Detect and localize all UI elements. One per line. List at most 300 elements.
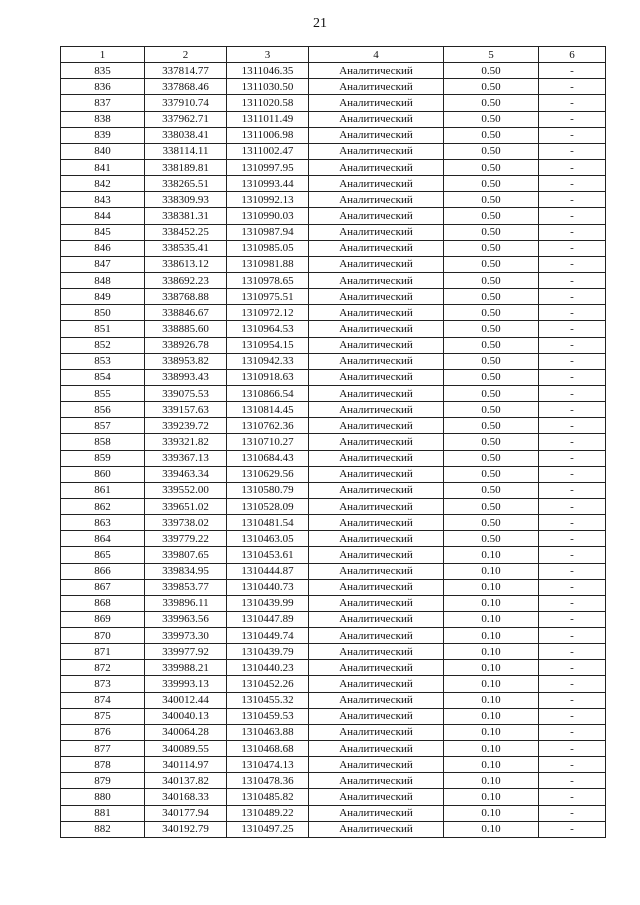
- method-cell: Аналитический: [309, 385, 444, 401]
- table-row: [61, 708, 606, 724]
- x-coordinate-cell: 339075.53: [145, 385, 227, 401]
- note-cell: -: [539, 789, 606, 805]
- x-coordinate-cell: 337814.77: [145, 63, 227, 79]
- point-number-cell: 879: [61, 773, 145, 789]
- method-cell: Аналитический: [309, 289, 444, 305]
- x-coordinate-cell: 339853.77: [145, 579, 227, 595]
- point-number-cell: 855: [61, 385, 145, 401]
- y-coordinate-cell: 1310452.26: [227, 676, 309, 692]
- point-number-cell: 852: [61, 337, 145, 353]
- note-cell: -: [539, 531, 606, 547]
- note-cell: -: [539, 305, 606, 321]
- table-row: [61, 159, 606, 175]
- accuracy-cell: 0.10: [444, 579, 539, 595]
- accuracy-cell: 0.50: [444, 63, 539, 79]
- table-row: [61, 385, 606, 401]
- point-number-cell: 837: [61, 95, 145, 111]
- y-coordinate-cell: 1310762.36: [227, 418, 309, 434]
- point-number-cell: 848: [61, 272, 145, 288]
- method-cell: Аналитический: [309, 353, 444, 369]
- x-coordinate-cell: 338768.88: [145, 289, 227, 305]
- method-cell: Аналитический: [309, 676, 444, 692]
- x-coordinate-cell: 338452.25: [145, 224, 227, 240]
- table-body: [61, 63, 606, 838]
- method-cell: Аналитический: [309, 773, 444, 789]
- method-cell: Аналитический: [309, 757, 444, 773]
- accuracy-cell: 0.50: [444, 402, 539, 418]
- y-coordinate-cell: 1311011.49: [227, 111, 309, 127]
- method-cell: Аналитический: [309, 321, 444, 337]
- note-cell: -: [539, 289, 606, 305]
- method-cell: Аналитический: [309, 256, 444, 272]
- x-coordinate-cell: 339973.30: [145, 628, 227, 644]
- column-header: 6: [539, 47, 606, 63]
- method-cell: Аналитический: [309, 692, 444, 708]
- method-cell: Аналитический: [309, 579, 444, 595]
- note-cell: -: [539, 402, 606, 418]
- method-cell: Аналитический: [309, 547, 444, 563]
- y-coordinate-cell: 1310985.05: [227, 240, 309, 256]
- table-row: [61, 289, 606, 305]
- accuracy-cell: 0.10: [444, 676, 539, 692]
- x-coordinate-cell: 340064.28: [145, 724, 227, 740]
- note-cell: -: [539, 63, 606, 79]
- table-row: [61, 353, 606, 369]
- accuracy-cell: 0.10: [444, 789, 539, 805]
- y-coordinate-cell: 1310449.74: [227, 628, 309, 644]
- accuracy-cell: 0.10: [444, 547, 539, 563]
- table-row: [61, 240, 606, 256]
- note-cell: -: [539, 611, 606, 627]
- note-cell: -: [539, 563, 606, 579]
- note-cell: -: [539, 660, 606, 676]
- y-coordinate-cell: 1310814.45: [227, 402, 309, 418]
- point-number-cell: 878: [61, 757, 145, 773]
- accuracy-cell: 0.50: [444, 159, 539, 175]
- x-coordinate-cell: 339779.22: [145, 531, 227, 547]
- note-cell: -: [539, 95, 606, 111]
- note-cell: -: [539, 450, 606, 466]
- y-coordinate-cell: 1310439.99: [227, 595, 309, 611]
- note-cell: -: [539, 724, 606, 740]
- note-cell: -: [539, 224, 606, 240]
- method-cell: Аналитический: [309, 531, 444, 547]
- x-coordinate-cell: 339988.21: [145, 660, 227, 676]
- point-number-cell: 869: [61, 611, 145, 627]
- x-coordinate-cell: 340012.44: [145, 692, 227, 708]
- x-coordinate-cell: 339834.95: [145, 563, 227, 579]
- point-number-cell: 867: [61, 579, 145, 595]
- accuracy-cell: 0.50: [444, 111, 539, 127]
- x-coordinate-cell: 338953.82: [145, 353, 227, 369]
- accuracy-cell: 0.10: [444, 660, 539, 676]
- note-cell: -: [539, 708, 606, 724]
- table-row: [61, 660, 606, 676]
- accuracy-cell: 0.50: [444, 321, 539, 337]
- x-coordinate-cell: 338309.93: [145, 192, 227, 208]
- y-coordinate-cell: 1310981.88: [227, 256, 309, 272]
- method-cell: Аналитический: [309, 644, 444, 660]
- point-number-cell: 863: [61, 515, 145, 531]
- table-row: [61, 176, 606, 192]
- point-number-cell: 851: [61, 321, 145, 337]
- method-cell: Аналитический: [309, 305, 444, 321]
- note-cell: -: [539, 192, 606, 208]
- table-row: [61, 111, 606, 127]
- method-cell: Аналитический: [309, 789, 444, 805]
- table-row: [61, 611, 606, 627]
- x-coordinate-cell: 337868.46: [145, 79, 227, 95]
- point-number-cell: 880: [61, 789, 145, 805]
- y-coordinate-cell: 1311030.50: [227, 79, 309, 95]
- x-coordinate-cell: 339977.92: [145, 644, 227, 660]
- y-coordinate-cell: 1310954.15: [227, 337, 309, 353]
- note-cell: -: [539, 466, 606, 482]
- point-number-cell: 842: [61, 176, 145, 192]
- x-coordinate-cell: 338885.60: [145, 321, 227, 337]
- accuracy-cell: 0.10: [444, 724, 539, 740]
- point-number-cell: 857: [61, 418, 145, 434]
- point-number-cell: 877: [61, 741, 145, 757]
- note-cell: -: [539, 821, 606, 837]
- accuracy-cell: 0.10: [444, 773, 539, 789]
- method-cell: Аналитический: [309, 63, 444, 79]
- y-coordinate-cell: 1310629.56: [227, 466, 309, 482]
- x-coordinate-cell: 339738.02: [145, 515, 227, 531]
- table-row: [61, 676, 606, 692]
- y-coordinate-cell: 1310481.54: [227, 515, 309, 531]
- point-number-cell: 853: [61, 353, 145, 369]
- table-row: [61, 692, 606, 708]
- y-coordinate-cell: 1310474.13: [227, 757, 309, 773]
- method-cell: Аналитический: [309, 611, 444, 627]
- point-number-cell: 850: [61, 305, 145, 321]
- y-coordinate-cell: 1310444.87: [227, 563, 309, 579]
- y-coordinate-cell: 1310489.22: [227, 805, 309, 821]
- column-header: 2: [145, 47, 227, 63]
- x-coordinate-cell: 340137.82: [145, 773, 227, 789]
- y-coordinate-cell: 1310964.53: [227, 321, 309, 337]
- table-row: [61, 821, 606, 837]
- note-cell: -: [539, 385, 606, 401]
- accuracy-cell: 0.50: [444, 240, 539, 256]
- method-cell: Аналитический: [309, 95, 444, 111]
- method-cell: Аналитический: [309, 143, 444, 159]
- table-row: [61, 418, 606, 434]
- method-cell: Аналитический: [309, 821, 444, 837]
- table-row: [61, 79, 606, 95]
- table-row: [61, 563, 606, 579]
- accuracy-cell: 0.50: [444, 353, 539, 369]
- note-cell: -: [539, 240, 606, 256]
- note-cell: -: [539, 337, 606, 353]
- note-cell: -: [539, 595, 606, 611]
- y-coordinate-cell: 1310468.68: [227, 741, 309, 757]
- note-cell: -: [539, 805, 606, 821]
- accuracy-cell: 0.50: [444, 515, 539, 531]
- point-number-cell: 872: [61, 660, 145, 676]
- method-cell: Аналитический: [309, 272, 444, 288]
- table-row: [61, 127, 606, 143]
- table-row: [61, 628, 606, 644]
- accuracy-cell: 0.50: [444, 289, 539, 305]
- accuracy-cell: 0.10: [444, 692, 539, 708]
- method-cell: Аналитический: [309, 628, 444, 644]
- note-cell: -: [539, 321, 606, 337]
- point-number-cell: 881: [61, 805, 145, 821]
- table-row: [61, 531, 606, 547]
- accuracy-cell: 0.50: [444, 385, 539, 401]
- method-cell: Аналитический: [309, 595, 444, 611]
- table-row: [61, 579, 606, 595]
- x-coordinate-cell: 340040.13: [145, 708, 227, 724]
- accuracy-cell: 0.50: [444, 79, 539, 95]
- accuracy-cell: 0.10: [444, 821, 539, 837]
- x-coordinate-cell: 338265.51: [145, 176, 227, 192]
- table-row: [61, 450, 606, 466]
- accuracy-cell: 0.50: [444, 482, 539, 498]
- accuracy-cell: 0.50: [444, 224, 539, 240]
- accuracy-cell: 0.50: [444, 127, 539, 143]
- note-cell: -: [539, 547, 606, 563]
- point-number-cell: 882: [61, 821, 145, 837]
- accuracy-cell: 0.50: [444, 143, 539, 159]
- y-coordinate-cell: 1310453.61: [227, 547, 309, 563]
- x-coordinate-cell: 338381.31: [145, 208, 227, 224]
- method-cell: Аналитический: [309, 498, 444, 514]
- y-coordinate-cell: 1310710.27: [227, 434, 309, 450]
- table-row: [61, 256, 606, 272]
- point-number-cell: 840: [61, 143, 145, 159]
- accuracy-cell: 0.10: [444, 805, 539, 821]
- x-coordinate-cell: 340089.55: [145, 741, 227, 757]
- y-coordinate-cell: 1310440.73: [227, 579, 309, 595]
- note-cell: -: [539, 482, 606, 498]
- y-coordinate-cell: 1310972.12: [227, 305, 309, 321]
- x-coordinate-cell: 339896.11: [145, 595, 227, 611]
- column-header: 1: [61, 47, 145, 63]
- accuracy-cell: 0.50: [444, 176, 539, 192]
- point-number-cell: 847: [61, 256, 145, 272]
- point-number-cell: 839: [61, 127, 145, 143]
- x-coordinate-cell: 339239.72: [145, 418, 227, 434]
- method-cell: Аналитический: [309, 563, 444, 579]
- method-cell: Аналитический: [309, 450, 444, 466]
- x-coordinate-cell: 338993.43: [145, 369, 227, 385]
- table-row: [61, 224, 606, 240]
- note-cell: -: [539, 369, 606, 385]
- y-coordinate-cell: 1310975.51: [227, 289, 309, 305]
- method-cell: Аналитический: [309, 192, 444, 208]
- accuracy-cell: 0.50: [444, 305, 539, 321]
- point-number-cell: 835: [61, 63, 145, 79]
- table-row: [61, 757, 606, 773]
- point-number-cell: 841: [61, 159, 145, 175]
- note-cell: -: [539, 272, 606, 288]
- table-row: [61, 789, 606, 805]
- point-number-cell: 866: [61, 563, 145, 579]
- point-number-cell: 838: [61, 111, 145, 127]
- accuracy-cell: 0.10: [444, 644, 539, 660]
- table-row: [61, 434, 606, 450]
- x-coordinate-cell: 337910.74: [145, 95, 227, 111]
- x-coordinate-cell: 338189.81: [145, 159, 227, 175]
- x-coordinate-cell: 338613.12: [145, 256, 227, 272]
- point-number-cell: 845: [61, 224, 145, 240]
- method-cell: Аналитический: [309, 79, 444, 95]
- point-number-cell: 861: [61, 482, 145, 498]
- point-number-cell: 873: [61, 676, 145, 692]
- table-row: [61, 482, 606, 498]
- note-cell: -: [539, 208, 606, 224]
- method-cell: Аналитический: [309, 402, 444, 418]
- note-cell: -: [539, 111, 606, 127]
- y-coordinate-cell: 1310978.65: [227, 272, 309, 288]
- note-cell: -: [539, 159, 606, 175]
- table-row: [61, 773, 606, 789]
- column-header: 4: [309, 47, 444, 63]
- y-coordinate-cell: 1310447.89: [227, 611, 309, 627]
- point-number-cell: 874: [61, 692, 145, 708]
- method-cell: Аналитический: [309, 418, 444, 434]
- y-coordinate-cell: 1310497.25: [227, 821, 309, 837]
- y-coordinate-cell: 1310987.94: [227, 224, 309, 240]
- accuracy-cell: 0.50: [444, 498, 539, 514]
- x-coordinate-cell: 339367.13: [145, 450, 227, 466]
- x-coordinate-cell: 337962.71: [145, 111, 227, 127]
- y-coordinate-cell: 1310485.82: [227, 789, 309, 805]
- point-number-cell: 875: [61, 708, 145, 724]
- y-coordinate-cell: 1310463.88: [227, 724, 309, 740]
- accuracy-cell: 0.10: [444, 595, 539, 611]
- point-number-cell: 864: [61, 531, 145, 547]
- point-number-cell: 854: [61, 369, 145, 385]
- table-row: [61, 369, 606, 385]
- accuracy-cell: 0.50: [444, 418, 539, 434]
- y-coordinate-cell: 1310997.95: [227, 159, 309, 175]
- note-cell: -: [539, 127, 606, 143]
- point-number-cell: 844: [61, 208, 145, 224]
- note-cell: -: [539, 628, 606, 644]
- x-coordinate-cell: 340192.79: [145, 821, 227, 837]
- accuracy-cell: 0.10: [444, 708, 539, 724]
- point-number-cell: 868: [61, 595, 145, 611]
- method-cell: Аналитический: [309, 240, 444, 256]
- accuracy-cell: 0.50: [444, 466, 539, 482]
- table-row: [61, 724, 606, 740]
- point-number-cell: 836: [61, 79, 145, 95]
- y-coordinate-cell: 1310459.53: [227, 708, 309, 724]
- method-cell: Аналитический: [309, 805, 444, 821]
- y-coordinate-cell: 1310478.36: [227, 773, 309, 789]
- x-coordinate-cell: 339552.00: [145, 482, 227, 498]
- method-cell: Аналитический: [309, 337, 444, 353]
- x-coordinate-cell: 340177.94: [145, 805, 227, 821]
- method-cell: Аналитический: [309, 208, 444, 224]
- note-cell: -: [539, 644, 606, 660]
- method-cell: Аналитический: [309, 176, 444, 192]
- note-cell: -: [539, 176, 606, 192]
- y-coordinate-cell: 1310455.32: [227, 692, 309, 708]
- note-cell: -: [539, 256, 606, 272]
- y-coordinate-cell: 1310439.79: [227, 644, 309, 660]
- point-number-cell: 856: [61, 402, 145, 418]
- note-cell: -: [539, 434, 606, 450]
- method-cell: Аналитический: [309, 369, 444, 385]
- column-header: 3: [227, 47, 309, 63]
- page-number: 21: [313, 16, 327, 31]
- y-coordinate-cell: 1310918.63: [227, 369, 309, 385]
- x-coordinate-cell: 338038.41: [145, 127, 227, 143]
- table-row: [61, 595, 606, 611]
- table-row: [61, 95, 606, 111]
- x-coordinate-cell: 339321.82: [145, 434, 227, 450]
- x-coordinate-cell: 339651.02: [145, 498, 227, 514]
- y-coordinate-cell: 1310866.54: [227, 385, 309, 401]
- note-cell: -: [539, 692, 606, 708]
- accuracy-cell: 0.50: [444, 208, 539, 224]
- x-coordinate-cell: 339463.34: [145, 466, 227, 482]
- method-cell: Аналитический: [309, 482, 444, 498]
- table-row: [61, 143, 606, 159]
- note-cell: -: [539, 418, 606, 434]
- y-coordinate-cell: 1310580.79: [227, 482, 309, 498]
- table-row: [61, 741, 606, 757]
- point-number-cell: 865: [61, 547, 145, 563]
- y-coordinate-cell: 1310463.05: [227, 531, 309, 547]
- note-cell: -: [539, 498, 606, 514]
- y-coordinate-cell: 1310990.03: [227, 208, 309, 224]
- method-cell: Аналитический: [309, 224, 444, 240]
- accuracy-cell: 0.50: [444, 531, 539, 547]
- method-cell: Аналитический: [309, 466, 444, 482]
- method-cell: Аналитический: [309, 741, 444, 757]
- point-number-cell: 860: [61, 466, 145, 482]
- accuracy-cell: 0.10: [444, 563, 539, 579]
- accuracy-cell: 0.50: [444, 337, 539, 353]
- point-number-cell: 859: [61, 450, 145, 466]
- x-coordinate-cell: 339993.13: [145, 676, 227, 692]
- accuracy-cell: 0.50: [444, 272, 539, 288]
- table-row: [61, 272, 606, 288]
- note-cell: -: [539, 79, 606, 95]
- y-coordinate-cell: 1310528.09: [227, 498, 309, 514]
- method-cell: Аналитический: [309, 127, 444, 143]
- x-coordinate-cell: 338846.67: [145, 305, 227, 321]
- note-cell: -: [539, 773, 606, 789]
- method-cell: Аналитический: [309, 708, 444, 724]
- point-number-cell: 849: [61, 289, 145, 305]
- note-cell: -: [539, 741, 606, 757]
- accuracy-cell: 0.50: [444, 192, 539, 208]
- note-cell: -: [539, 143, 606, 159]
- accuracy-cell: 0.10: [444, 757, 539, 773]
- point-number-cell: 876: [61, 724, 145, 740]
- note-cell: -: [539, 579, 606, 595]
- x-coordinate-cell: 340114.97: [145, 757, 227, 773]
- accuracy-cell: 0.50: [444, 434, 539, 450]
- accuracy-cell: 0.10: [444, 628, 539, 644]
- table-row: [61, 402, 606, 418]
- table-row: [61, 644, 606, 660]
- y-coordinate-cell: 1310993.44: [227, 176, 309, 192]
- y-coordinate-cell: 1311020.58: [227, 95, 309, 111]
- y-coordinate-cell: 1311002.47: [227, 143, 309, 159]
- point-number-cell: 862: [61, 498, 145, 514]
- y-coordinate-cell: 1311006.98: [227, 127, 309, 143]
- point-number-cell: 843: [61, 192, 145, 208]
- y-coordinate-cell: 1310942.33: [227, 353, 309, 369]
